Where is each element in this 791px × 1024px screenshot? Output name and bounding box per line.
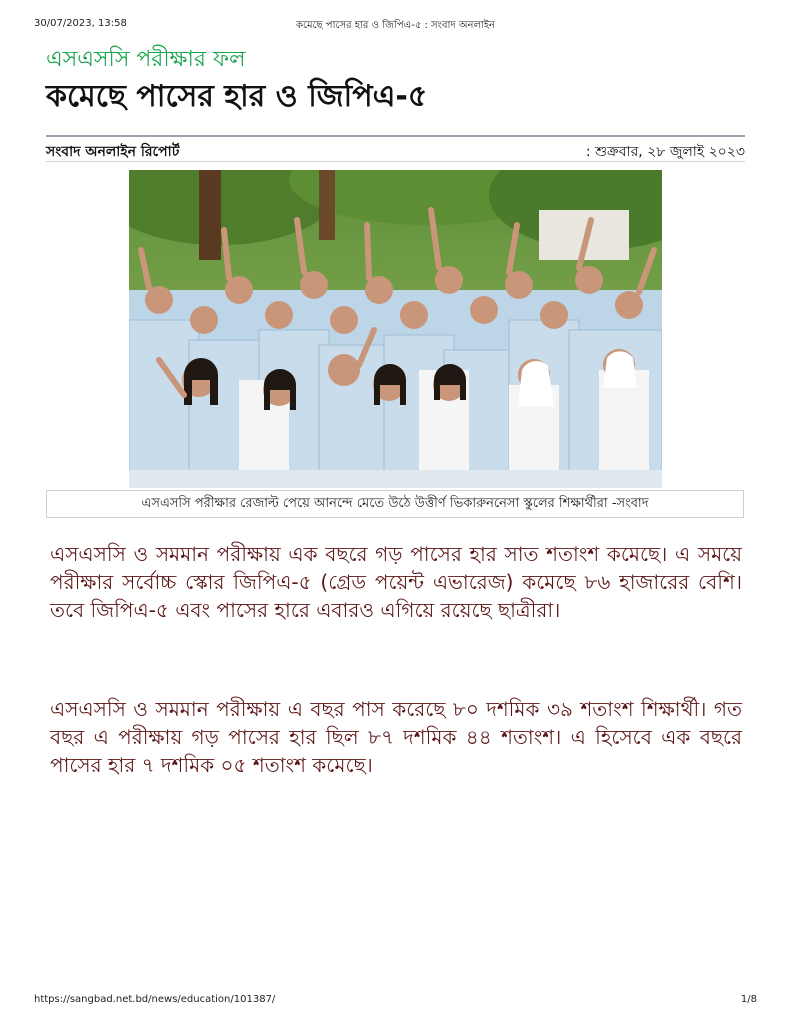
photo-caption-box xyxy=(46,490,744,518)
article-headline: কমেছে পাসের হার ও জিপিএ-৫ xyxy=(46,79,428,114)
print-timestamp: 30/07/2023, 13:58 xyxy=(34,18,127,29)
print-footer xyxy=(34,994,757,1008)
article-url-link[interactable]: https://sangbad.net.bd/news/education/101387/ xyxy=(34,994,276,1005)
print-page-title: কমেছে পাসের হার ও জিপিএ-৫ : সংবাদ অনলাইন xyxy=(295,20,496,31)
article-kicker: এসএসসি পরীক্ষার ফল xyxy=(46,47,246,72)
byline-bar xyxy=(46,135,745,162)
article-date: : শুক্রবার, ২৮ জুলাই ২০২৩ xyxy=(585,144,745,160)
article-author: সংবাদ অনলাইন রিপোর্ট xyxy=(46,144,180,160)
article-paragraph-1: এসএসসি ও সমমান পরীক্ষায় এক বছরে গড় পাসের হার সাত শতাংশ কমেছে। এ সময়ে পরীক্ষার সর্বোচ্চ স্কোর জিপিএ-৫ (গ্রেড পয়েন্ট এভারেজ) কমেছে ৮৬ হাজারের বেশি। তবে জিপিএ-৫ এবং পাসের হারে এবারও এগিয়ে রয়েছে ছাত্রীরা। xyxy=(50,542,742,622)
photo-caption: এসএসসি পরীক্ষার রেজাল্ট পেয়ে আনন্দে মেতে উঠে উত্তীর্ণ ভিকারুননেসা স্কুলের শিক্ষার্থীরা -সংবাদ xyxy=(141,496,649,511)
celebration-photo-image xyxy=(129,170,662,488)
article-photo xyxy=(129,170,662,488)
page-number: 1/8 xyxy=(740,994,757,1005)
print-header xyxy=(34,18,757,32)
article-paragraph-2: এসএসসি ও সমমান পরীক্ষায় এ বছর পাস করেছে ৮০ দশমিক ৩৯ শতাংশ শিক্ষার্থী। গত বছর এ পরীক্ষায় গড় পাসের হার ছিল ৮৭ দশমিক ৪৪ শতাংশ। এ হিসেবে এক বছরে পাসের হার ৭ দশমিক ০৫ শতাংশ কমেছে। xyxy=(50,697,742,777)
